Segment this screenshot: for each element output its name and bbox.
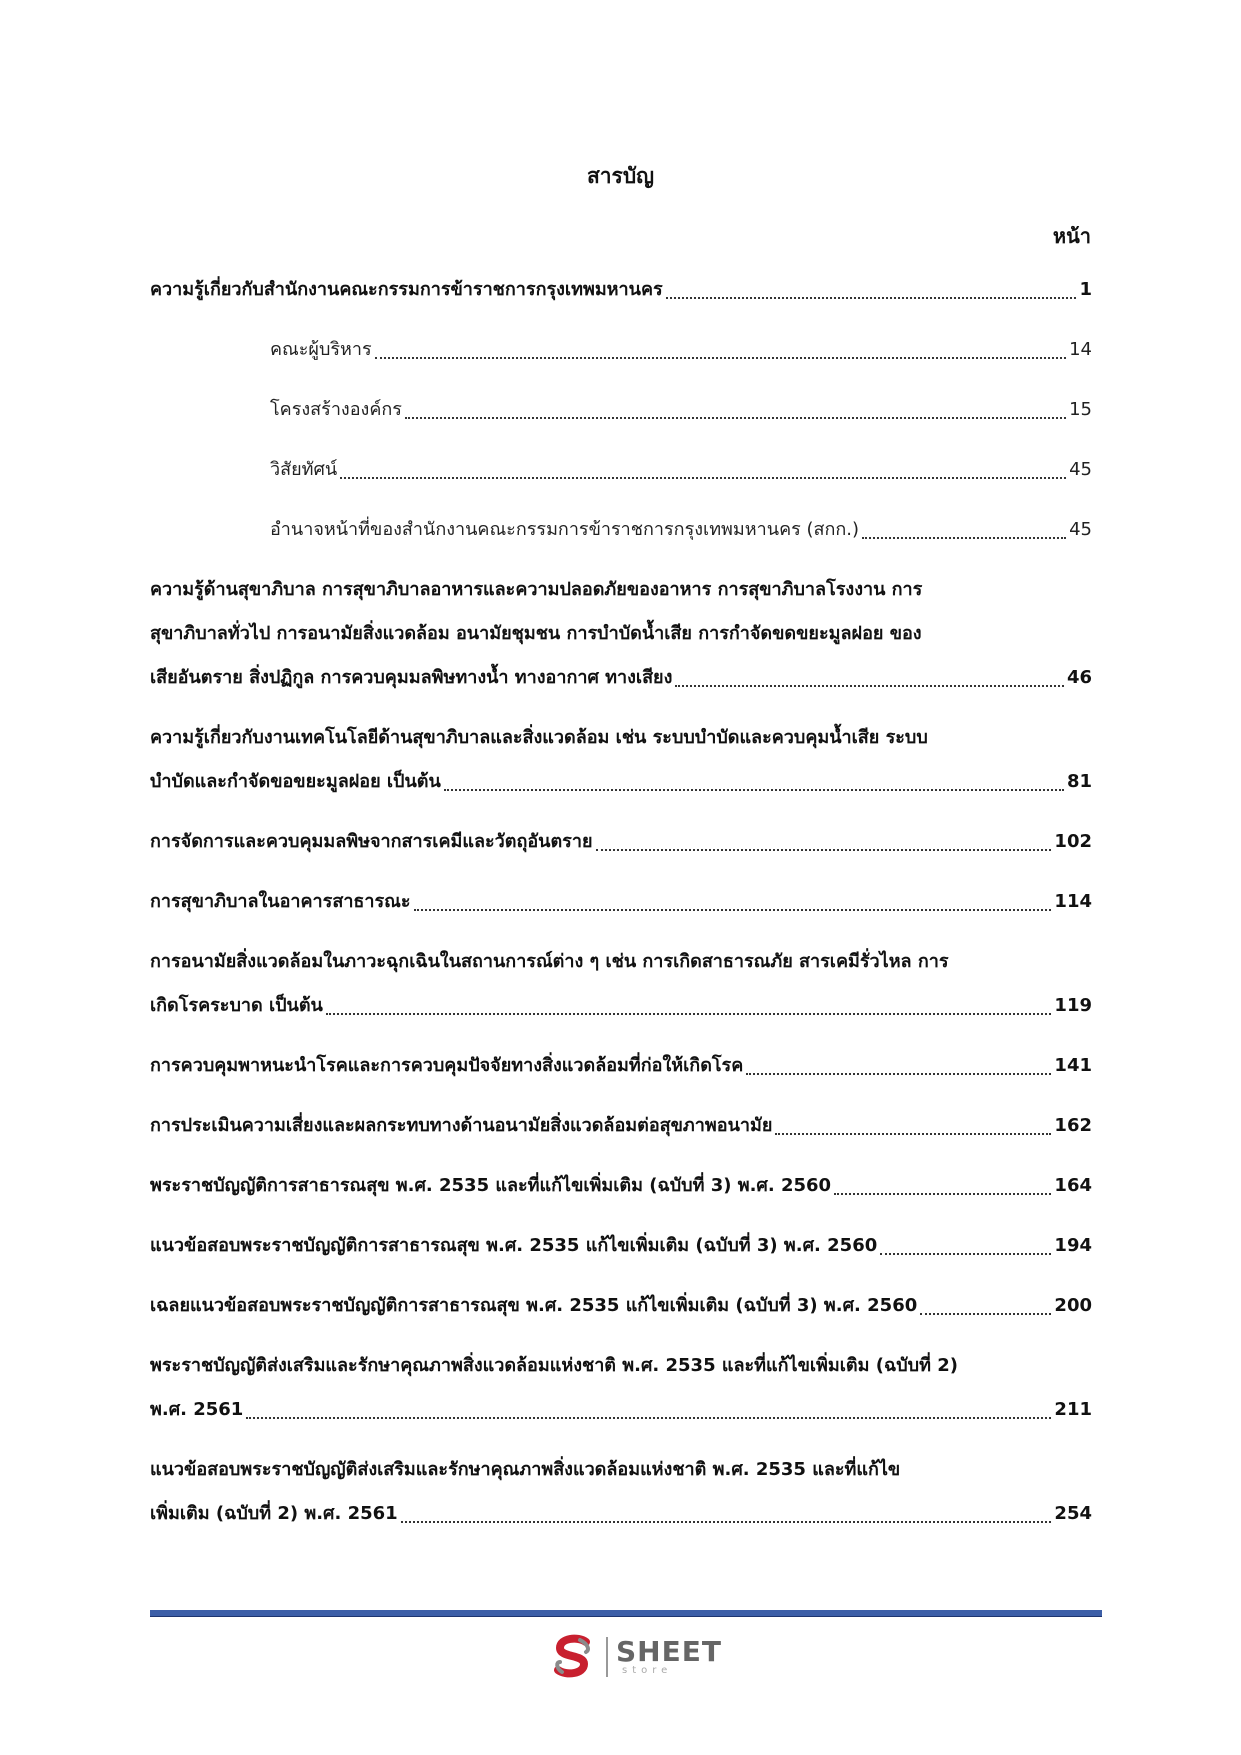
dot-leader <box>246 1417 1051 1419</box>
toc-entry <box>150 1291 1092 1321</box>
toc-entry-title: การประเมินความเสี่ยงและผลกระทบทางด้านอนามัยสิ่งแวดล้อมต่อสุขภาพอนามัย <box>150 1115 773 1136</box>
toc-entry-title: เฉลยแนวข้อสอบพระราชบัญญัติการสาธารณสุข พ.ศ. 2535 แก้ไขเพิ่มเติม (ฉบับที่ 3) พ.ศ. 2560 <box>150 1295 918 1316</box>
toc-entry-title: เสียอันตราย สิ่งปฏิกูล การควบคุมมลพิษทางน้ำ ทางอากาศ ทางเสียง <box>150 667 673 688</box>
dot-leader <box>675 685 1064 687</box>
dot-leader <box>596 849 1052 851</box>
dot-leader <box>834 1193 1051 1195</box>
dot-leader <box>405 417 1066 419</box>
toc-entry <box>150 1111 1092 1141</box>
toc-entry-title: การสุขาภิบาลในอาคารสาธารณะ <box>150 891 411 912</box>
toc-entry <box>150 947 1092 1021</box>
toc-entry-title: แนวข้อสอบพระราชบัญญัติการสาธารณสุข พ.ศ. 2535 แก้ไขเพิ่มเติม (ฉบับที่ 3) พ.ศ. 2560 <box>150 1235 878 1256</box>
dot-leader <box>666 297 1077 299</box>
page-column-header: หน้า <box>1052 224 1091 248</box>
toc-page-number: 211 <box>1054 1399 1092 1420</box>
toc-entry-title: คณะผู้บริหาร <box>270 339 372 360</box>
dot-leader <box>862 537 1066 539</box>
toc-page-number: 46 <box>1066 667 1092 688</box>
toc-entry <box>150 1231 1092 1261</box>
toc-entry-title: การจัดการและควบคุมมลพิษจากสารเคมีและวัตถุอันตราย <box>150 831 593 852</box>
toc-page-number: 114 <box>1054 891 1092 912</box>
toc-page-number: 194 <box>1054 1235 1092 1256</box>
toc-page-number: 162 <box>1054 1115 1092 1136</box>
toc-page-number: 164 <box>1054 1175 1092 1196</box>
toc-entry <box>150 827 1092 857</box>
toc-entry-title: เพิ่มเติม (ฉบับที่ 2) พ.ศ. 2561 <box>150 1503 398 1524</box>
dot-leader <box>414 909 1052 911</box>
table-of-contents <box>150 275 1092 1559</box>
toc-page-number: 15 <box>1069 399 1092 420</box>
toc-entry-line: การอนามัยสิ่งแวดล้อมในภาวะฉุกเฉินในสถานการณ์ต่าง ๆ เช่น การเกิดสาธารณภัย สารเคมีรั่วไหล การ <box>150 951 949 972</box>
toc-entry-title: โครงสร้างองค์กร <box>270 399 402 420</box>
toc-entry-title: ความรู้เกี่ยวกับสำนักงานคณะกรรมการข้าราชการกรุงเทพมหานคร <box>150 279 663 300</box>
toc-page-number: 141 <box>1054 1055 1092 1076</box>
toc-subentry <box>150 335 1092 365</box>
toc-entry-line: สุขาภิบาลทั่วไป การอนามัยสิ่งแวดล้อม อนามัยชุมชน การบำบัดน้ำเสีย การกำจัดขดขยะมูลฝอย ของ <box>150 623 922 644</box>
toc-entry <box>150 275 1092 305</box>
dot-leader <box>375 357 1066 359</box>
toc-page-number: 254 <box>1054 1503 1092 1524</box>
toc-entry-title: พระราชบัญญัติการสาธารณสุข พ.ศ. 2535 และที่แก้ไขเพิ่มเติม (ฉบับที่ 3) พ.ศ. 2560 <box>150 1175 832 1196</box>
toc-entry <box>150 1351 1092 1425</box>
sheet-store-logo <box>548 1632 722 1682</box>
dot-leader <box>775 1133 1051 1135</box>
dot-leader <box>920 1313 1051 1315</box>
logo-wordmark: SHEET <box>616 1635 722 1668</box>
toc-page-number: 45 <box>1069 459 1092 480</box>
footer-divider <box>150 1610 1102 1617</box>
logo-subtext: store <box>622 1665 673 1676</box>
toc-page-number: 200 <box>1054 1295 1092 1316</box>
toc-entry <box>150 1455 1092 1529</box>
toc-subentry <box>150 455 1092 485</box>
page-title: สารบัญ <box>586 164 655 188</box>
toc-entry <box>150 575 1092 693</box>
toc-entry-title: การควบคุมพาหนะนำโรคและการควบคุมปัจจัยทางสิ่งแวดล้อมที่ก่อให้เกิดโรค <box>150 1055 744 1076</box>
logo-separator <box>606 1637 608 1677</box>
dot-leader <box>340 477 1066 479</box>
toc-page-number: 119 <box>1054 995 1092 1016</box>
toc-page-number: 81 <box>1066 771 1092 792</box>
toc-entry-line: ความรู้เกี่ยวกับงานเทคโนโลยีด้านสุขาภิบาลและสิ่งแวดล้อม เช่น ระบบบำบัดและควบคุมน้ำเสีย ระบบ <box>150 727 928 748</box>
dot-leader <box>746 1073 1051 1075</box>
toc-page-number: 14 <box>1069 339 1092 360</box>
dot-leader <box>401 1521 1052 1523</box>
toc-entry-title: บำบัดและกำจัดขอขยะมูลฝอย เป็นต้น <box>150 771 441 792</box>
toc-page-number: 45 <box>1069 519 1092 540</box>
toc-entry-line: พระราชบัญญัติส่งเสริมและรักษาคุณภาพสิ่งแวดล้อมแห่งชาติ พ.ศ. 2535 และที่แก้ไขเพิ่มเติม (ฉบับที่ 2) <box>150 1355 958 1376</box>
s-logo-icon <box>548 1632 598 1682</box>
toc-entry-title: วิสัยทัศน์ <box>270 459 338 480</box>
dot-leader <box>444 789 1064 791</box>
toc-entry <box>150 1171 1092 1201</box>
toc-subentry <box>150 515 1092 545</box>
toc-entry <box>150 723 1092 797</box>
toc-entry-title: พ.ศ. 2561 <box>150 1399 244 1420</box>
toc-entry <box>150 1051 1092 1081</box>
dot-leader <box>326 1013 1052 1015</box>
toc-entry-line: แนวข้อสอบพระราชบัญญัติส่งเสริมและรักษาคุณภาพสิ่งแวดล้อมแห่งชาติ พ.ศ. 2535 และที่แก้ไข <box>150 1459 901 1480</box>
dot-leader <box>880 1253 1051 1255</box>
toc-subentry <box>150 395 1092 425</box>
toc-page-number: 102 <box>1054 831 1092 852</box>
toc-entry <box>150 887 1092 917</box>
toc-page-number: 1 <box>1079 279 1092 300</box>
toc-entry-title: อำนาจหน้าที่ของสำนักงานคณะกรรมการข้าราชการกรุงเทพมหานคร (สกก.) <box>270 519 860 540</box>
toc-entry-line: ความรู้ด้านสุขาภิบาล การสุขาภิบาลอาหารและความปลอดภัยของอาหาร การสุขาภิบาลโรงงาน การ <box>150 579 923 600</box>
toc-entry-title: เกิดโรคระบาด เป็นต้น <box>150 995 323 1016</box>
